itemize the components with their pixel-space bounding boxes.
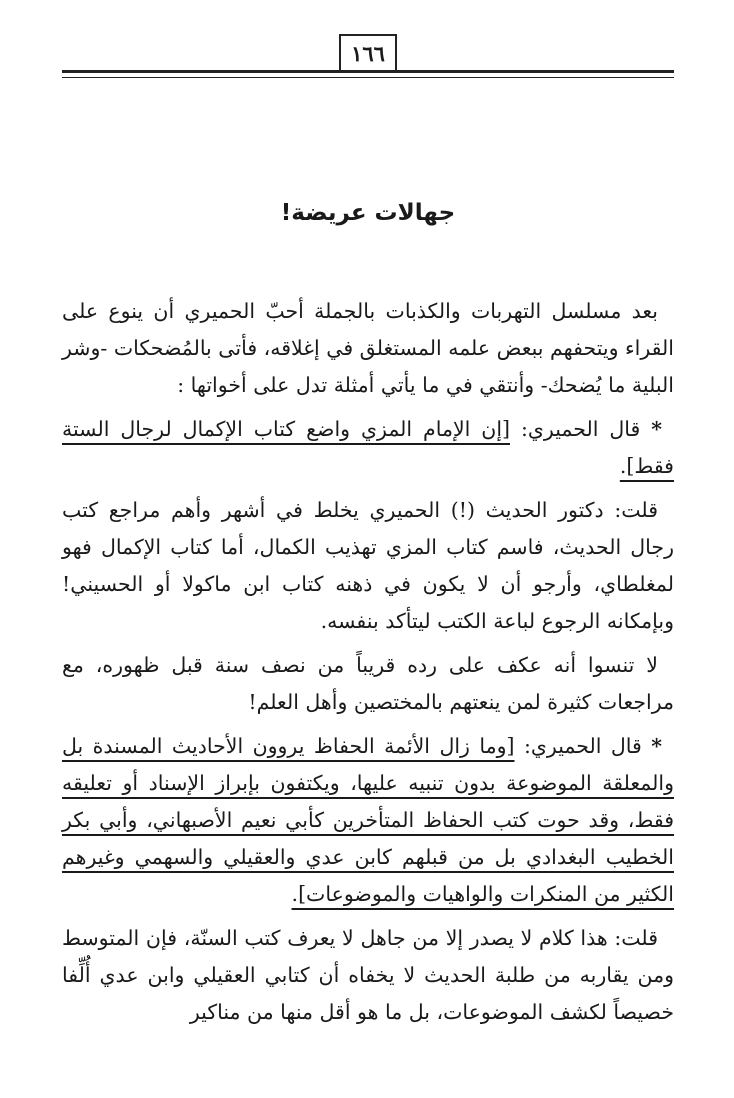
header-rule bbox=[62, 70, 674, 78]
quote-2 bbox=[62, 728, 674, 913]
paragraph-reply-2: قلت: هذا كلام لا يصدر إلا من جاهل لا يعرف كتب السنّة، فإن المتوسط ومن يقاربه من طلبة الحديث لا يخفاه أن كتابي العقيلي وابن عدي أُلِّفا خصيصاً لكشف الموضوعات، بل ما هو أقل منها من مناكير bbox=[62, 926, 674, 1024]
paragraph-reply-1: قلت: دكتور الحديث (!) الحميري يخلط في أشهر وأهم مراجع كتب رجال الحديث، فاسم كتاب المزي تهذيب الكمال، أما كتاب الإكمال فهو لمغلطاي، وأرجو أن لا يكون في ذهنه كتاب ابن ماكولا أو الحسيني! وبإمكانه الرجوع لباعة الكتب ليتأكد بنفسه. bbox=[62, 498, 674, 633]
quote-1 bbox=[62, 411, 674, 485]
paragraph-note: لا تنسوا أنه عكف على رده قريباً من نصف سنة قبل ظهوره، مع مراجعات كثيرة لمن ينعتهم بالمختصين وأهل العلم! bbox=[62, 653, 674, 714]
page-body bbox=[62, 293, 674, 1038]
quote-text: [وما زال الأئمة الحفاظ يروون الأحاديث المسندة بل والمعلقة الموضوعة بدون تنبيه عليها، ويكتفون بإبراز الإسناد أو تعليقه فقط، وقد حوت كتب الحفاظ المتأخرين كأبي نعيم الأصبهاني، وأبي بكر الخطيب البغدادي بل من قبلهم كابن عدي والعقيلي والسهمي وغيرهم الكثير من المنكرات والواهيات والموضوعات]. bbox=[62, 734, 674, 906]
page-number: ١٦٦ bbox=[339, 34, 397, 70]
page-header bbox=[62, 34, 674, 84]
chapter-title: جهالات عريضة! bbox=[280, 200, 456, 226]
bullet-star: * bbox=[651, 734, 662, 758]
quote-lead: قال الحميري: bbox=[523, 734, 642, 758]
paragraph-intro: بعد مسلسل التهربات والكذبات بالجملة أحبّ الحميري أن ينوع على القراء ويتحفهم ببعض علمه المستغلق في إغلاقه، فأتى بالمُضحكات -وشر البلية ما يُضحك- وأنتقي في ما يأتي أمثلة تدل على أخواتها : bbox=[62, 299, 674, 397]
quote-lead: قال الحميري: bbox=[520, 417, 641, 441]
bullet-star: * bbox=[651, 417, 662, 441]
quote-text: [إن الإمام المزي واضع كتاب الإكمال لرجال الستة فقط]. bbox=[62, 417, 674, 478]
